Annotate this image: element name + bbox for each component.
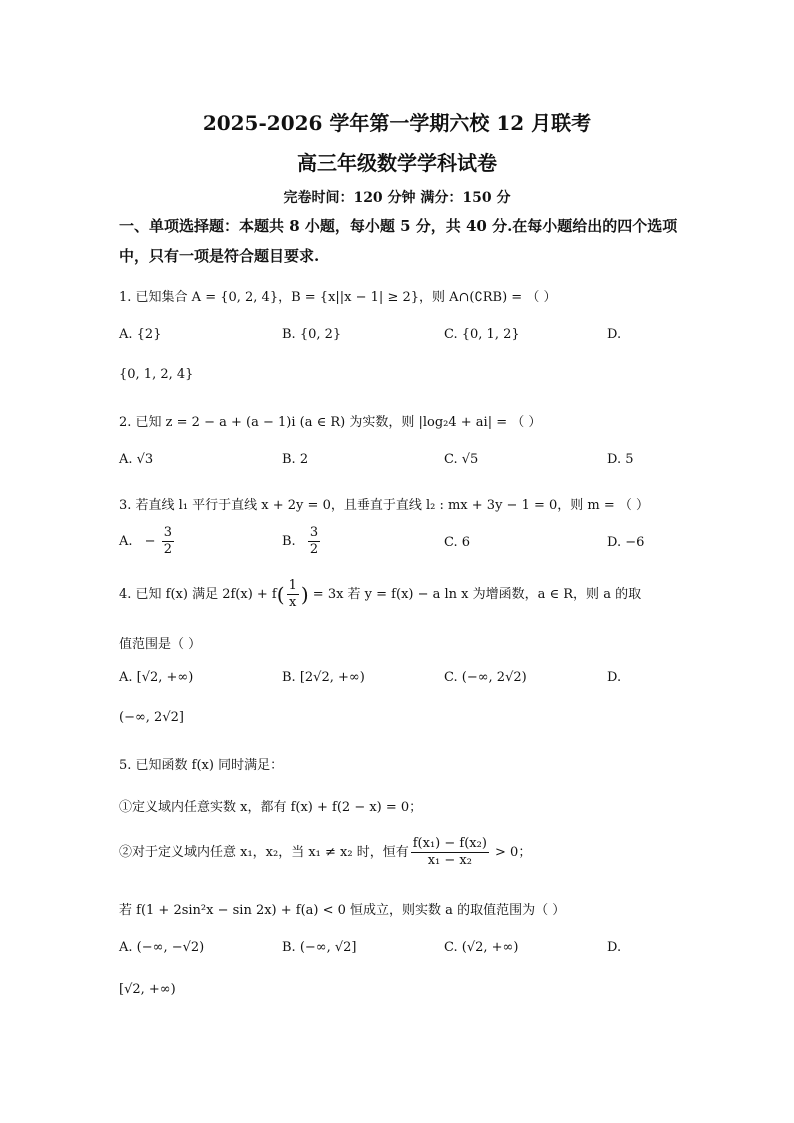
q2-option-c: C. √5: [444, 452, 479, 467]
fraction-denominator: 2: [309, 542, 319, 557]
fraction-denominator: x₁ − x₂: [427, 853, 472, 868]
question-5-stem: 5. 已知函数 f(x) 同时满足：: [119, 758, 284, 773]
q5-condition-3: 若 f(1 + 2sin²x − sin 2x) + f(a) < 0 恒成立，则实数 a 的取值范围为（ ）: [119, 903, 566, 918]
q5-option-d-value: [√2, +∞): [119, 982, 176, 997]
q5-condition-1: ①定义域内任意实数 x，都有 f(x) + f(2 − x) = 0；: [119, 800, 423, 815]
fraction-numerator: f(x₁) − f(x₂): [412, 836, 487, 851]
q5-condition-2-start: ②对于定义域内任意 x₁，x₂，当 x₁ ≠ x₂ 时，恒有: [119, 845, 409, 860]
q2-option-a: A. √3: [119, 452, 154, 467]
fraction-numerator: 1: [288, 578, 297, 593]
question-3-stem: 3. 若直线 l₁ 平行于直线 x + 2y = 0，且垂直于直线 l₂ : mx + 3y − 1 = 0，则 m = （ ）: [119, 498, 650, 513]
open-paren: (: [276, 582, 285, 607]
fraction-numerator: 3: [309, 525, 319, 540]
exam-info: 完卷时间：120 分钟 满分：150 分: [283, 190, 511, 206]
q3-option-c: C. 6: [444, 535, 471, 550]
q4-option-b: B. [2√2, +∞): [282, 670, 365, 685]
fraction-denominator: 2: [163, 542, 172, 557]
q5-option-b: B. (−∞, √2]: [282, 940, 357, 955]
q2-option-b: B. 2: [282, 452, 309, 467]
question-2-stem: 2. 已知 z = 2 − a + (a − 1)i (a ∈ R) 为实数，则 |log₂4 + ai| = （ ）: [119, 415, 542, 430]
close-paren: ): [300, 582, 309, 607]
fraction-denominator: x: [289, 595, 297, 610]
q3-option-a-sign: −: [144, 534, 156, 549]
q5-option-c: C. (√2, +∞): [444, 940, 519, 955]
q4-option-a: A. [√2, +∞): [119, 670, 194, 685]
q2-option-d: D. 5: [607, 452, 634, 467]
q5-option-a: A. (−∞, −√2): [119, 940, 205, 955]
exam-subtitle: 高三年级数学学科试卷: [297, 151, 497, 175]
fraction-numerator: 3: [163, 525, 172, 540]
q1-option-c: C. {0, 1, 2}: [444, 327, 520, 342]
q5-condition-2: [119, 836, 531, 869]
q4-option-d-value: (−∞, 2√2]: [119, 710, 184, 725]
q3-option-a-label: A.: [119, 534, 133, 549]
q5-option-d: D.: [607, 940, 622, 955]
q1-option-a: A. {2}: [119, 327, 162, 342]
q3-option-d: D. −6: [607, 535, 645, 550]
q4-fraction: [287, 578, 299, 611]
q3-option-b-label: B.: [282, 534, 296, 549]
question-4-stem-continued: 值范围是（ ）: [119, 637, 202, 652]
q4-option-d: D.: [607, 670, 622, 685]
q3-option-a: [119, 525, 176, 558]
question-1-stem: 1. 已知集合 A = {0, 2, 4}，B = {x||x − 1| ≥ 2}，则 A∩(∁RB) = （ ）: [119, 290, 557, 305]
q3-option-a-fraction: [162, 525, 174, 558]
q5-condition-2-end: > 0；: [490, 845, 532, 860]
q4-option-c: C. (−∞, 2√2): [444, 670, 527, 685]
exam-title: 2025-2026 学年第一学期六校 12 月联考: [202, 111, 592, 135]
question-4-stem: [119, 578, 641, 611]
q1-option-d-value: {0, 1, 2, 4}: [119, 367, 194, 382]
section-heading: 一、单项选择题：本题共 8 小题，每小题 5 分，共 40 分.在每小题给出的四个选项中，只有一项是符合题目要求.: [119, 217, 678, 265]
q1-option-d: D.: [607, 327, 622, 342]
q4-stem-end: = 3x 若 y = f(x) − a ln x 为增函数，a ∈ R，则 a 的取: [308, 587, 642, 602]
q3-option-b: [282, 525, 322, 558]
q3-option-b-fraction: [308, 525, 320, 558]
q5-condition-2-fraction: [411, 836, 489, 869]
q1-option-b: B. {0, 2}: [282, 327, 342, 342]
q4-stem-start: 4. 已知 f(x) 满足 2f(x) + f: [119, 587, 277, 602]
